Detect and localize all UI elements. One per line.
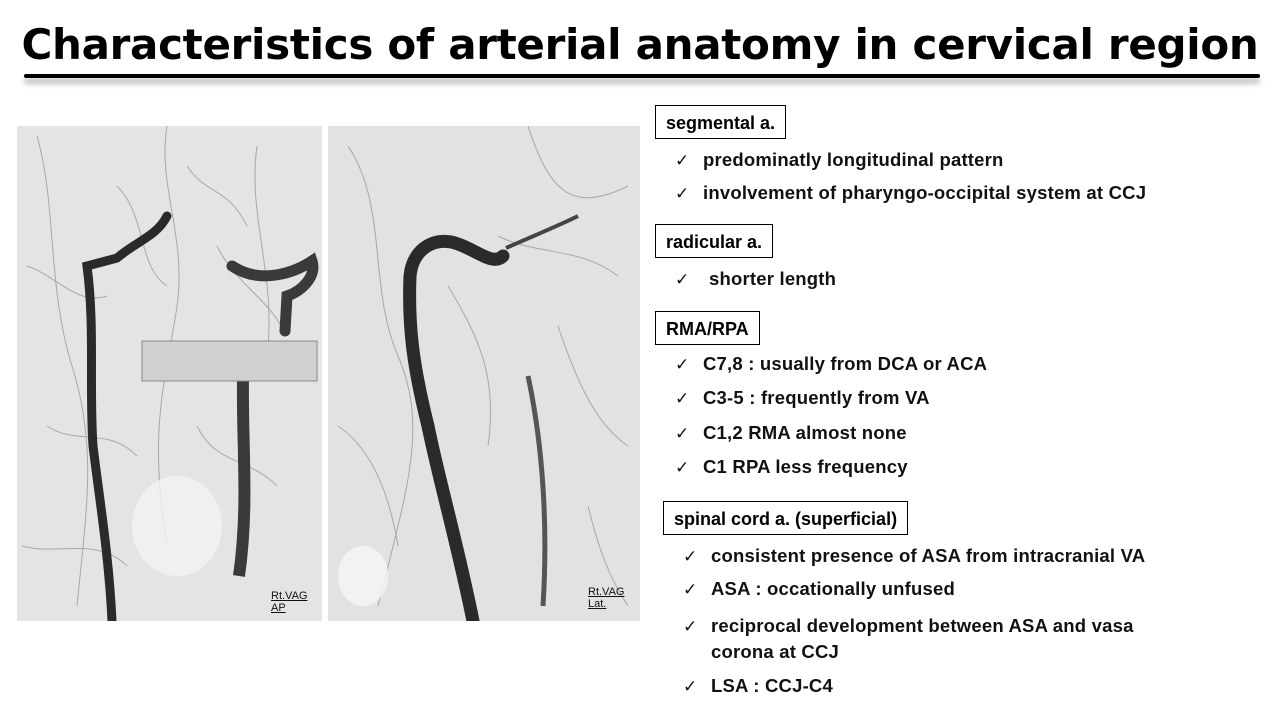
- check-icon: ✓: [675, 458, 690, 477]
- check-icon: ✓: [675, 270, 690, 289]
- angiogram-ap-image: [17, 126, 322, 621]
- check-icon: ✓: [675, 389, 690, 408]
- list-item: ✓ consistent presence of ASA from intracranial VA: [683, 545, 1146, 566]
- list-item: ✓ shorter length: [675, 268, 837, 289]
- list-item: ✓ C3-5 : frequently from VA: [675, 387, 930, 408]
- list-item-continuation: corona at CCJ: [711, 641, 840, 662]
- list-item: ✓ C7,8 : usually from DCA or ACA: [675, 353, 988, 374]
- heading-rma-rpa: RMA/RPA: [655, 311, 760, 345]
- heading-spinal-cord: spinal cord a. (superficial): [663, 501, 908, 535]
- list-item: ✓ reciprocal development between ASA and vasa: [683, 615, 1134, 636]
- list-item: ✓ involvement of pharyngo-occipital system at CCJ: [675, 182, 1147, 203]
- heading-radicular: radicular a.: [655, 224, 773, 258]
- list-item: ✓ C1,2 RMA almost none: [675, 422, 907, 443]
- check-icon: ✓: [683, 580, 698, 599]
- list-item: ✓ C1 RPA less frequency: [675, 456, 908, 477]
- check-icon: ✓: [675, 151, 690, 170]
- slide-title: Characteristics of arterial anatomy in cervical region: [21, 20, 1259, 69]
- heading-segmental: segmental a.: [655, 105, 786, 139]
- list-item: ✓ LSA : CCJ-C4: [683, 675, 833, 696]
- title-divider: [24, 74, 1260, 78]
- check-icon: ✓: [683, 547, 698, 566]
- check-icon: ✓: [675, 355, 690, 374]
- angiogram-lateral-image: [328, 126, 640, 621]
- check-icon: ✓: [683, 617, 698, 636]
- list-item: ✓ ASA : occationally unfused: [683, 578, 956, 599]
- image-label-lateral: Rt.VAG Lat.: [588, 586, 625, 610]
- check-icon: ✓: [675, 184, 690, 203]
- check-icon: ✓: [683, 677, 698, 696]
- list-item: ✓ predominatly longitudinal pattern: [675, 149, 1004, 170]
- image-label-ap: Rt.VAG AP: [271, 590, 308, 614]
- check-icon: ✓: [675, 424, 690, 443]
